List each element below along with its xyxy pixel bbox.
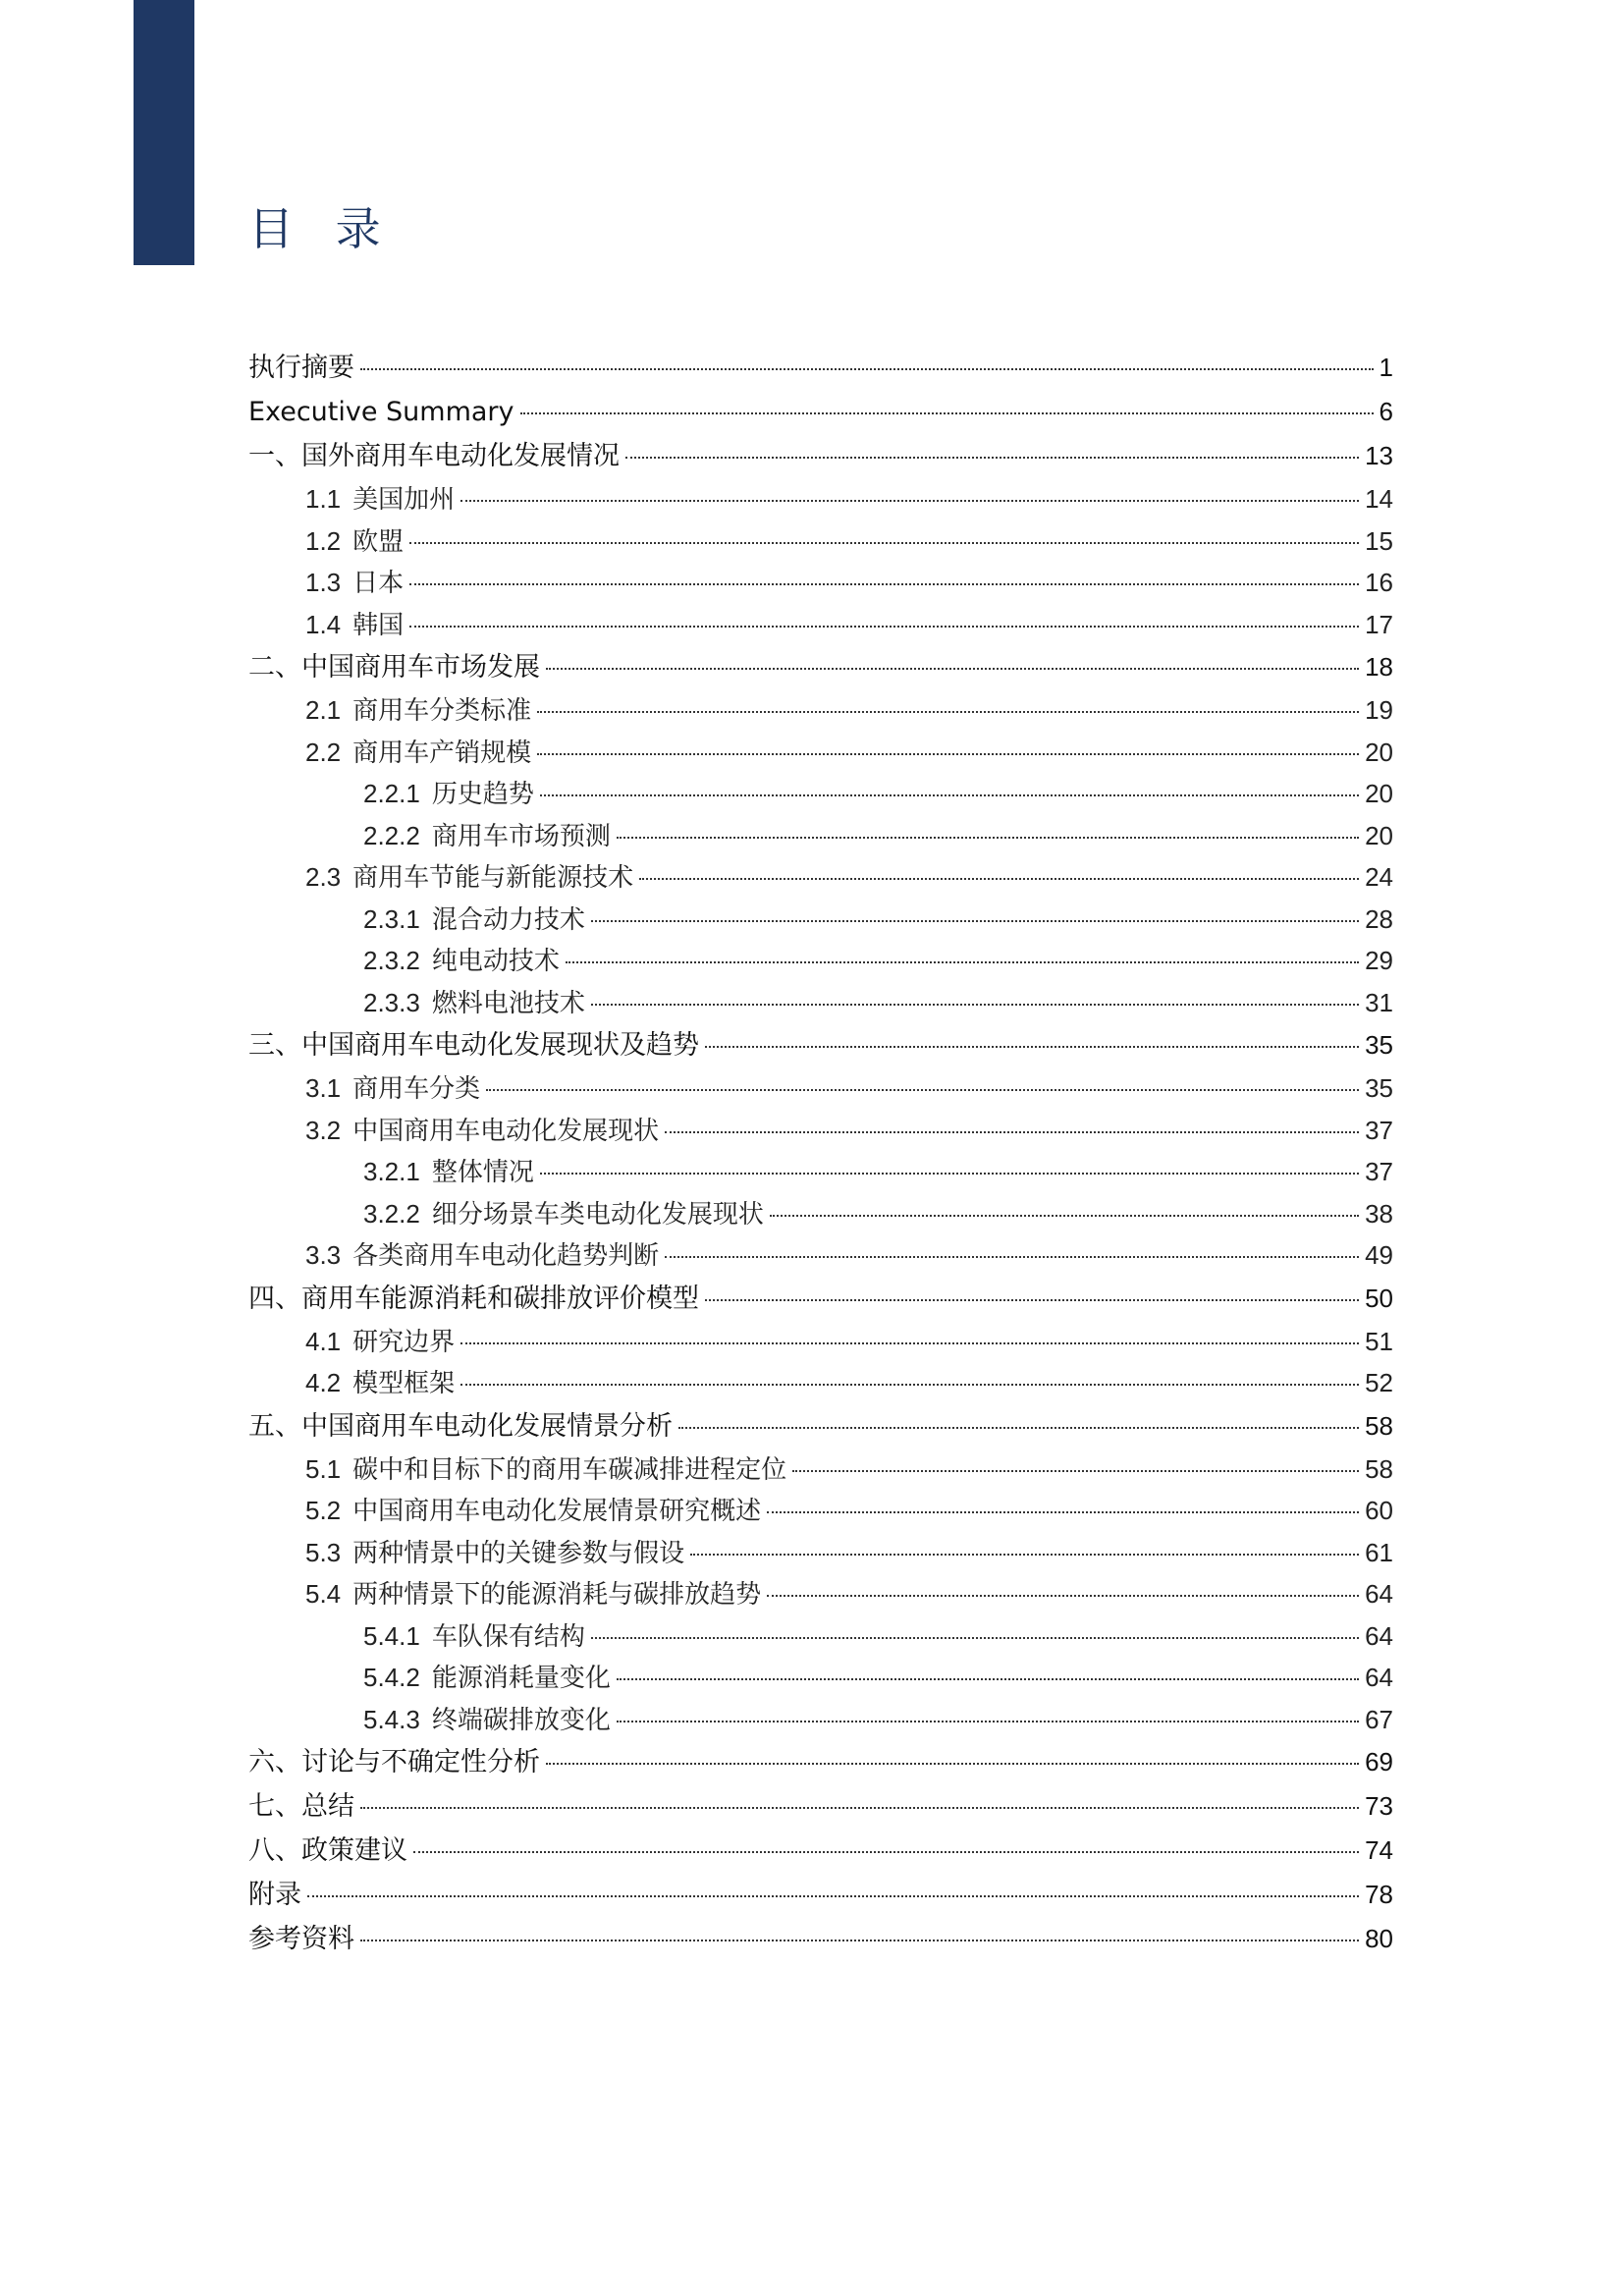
dot-leader	[639, 878, 1359, 880]
toc-entry-page-number: 80	[1365, 1924, 1393, 1953]
toc-entry[interactable]	[248, 1449, 1393, 1491]
toc-entry-page-number: 20	[1365, 737, 1393, 767]
toc-entry[interactable]	[248, 645, 1393, 689]
dot-leader	[360, 1807, 1359, 1809]
dot-leader	[767, 1511, 1359, 1513]
toc-entry-page-number: 20	[1365, 820, 1393, 850]
toc-entry[interactable]	[248, 1917, 1393, 1961]
toc-entry-number: 1.1	[305, 484, 342, 514]
toc-entry[interactable]	[248, 732, 1393, 774]
toc-entry-number: 4.2	[305, 1368, 342, 1397]
toc-entry[interactable]	[248, 1404, 1393, 1449]
toc-entry-page-number: 61	[1365, 1537, 1393, 1567]
toc-entry-page-number: 20	[1365, 779, 1393, 808]
dot-leader	[409, 583, 1359, 585]
toc-entry-label: 模型框架	[352, 1369, 456, 1398]
dot-leader	[591, 1637, 1359, 1639]
toc-entry-number: 2.3.2	[363, 946, 420, 975]
toc-entry-page-number: 13	[1365, 441, 1393, 470]
dot-leader	[770, 1215, 1359, 1217]
dot-leader	[767, 1595, 1359, 1597]
toc-entry-number: 1.2	[305, 525, 342, 556]
toc-entry-label: 商用车分类标准	[352, 696, 532, 726]
toc-entry-page-number: 74	[1365, 1835, 1393, 1865]
toc-entry-page-number: 60	[1365, 1496, 1393, 1525]
toc-entry-page-number: 58	[1365, 1453, 1393, 1484]
toc-entry[interactable]	[248, 1023, 1393, 1067]
toc-entry-number: 3.2.2	[363, 1198, 420, 1229]
decorative-side-bar	[134, 0, 194, 265]
toc-entry-page-number: 50	[1365, 1283, 1393, 1313]
toc-entry-number: 1.3	[305, 568, 342, 597]
toc-entry-page-number: 29	[1365, 946, 1393, 975]
toc-entry-number: 3.3	[305, 1240, 342, 1270]
toc-entry[interactable]	[248, 1321, 1393, 1363]
toc-entry[interactable]	[248, 1193, 1393, 1235]
toc-entry-label: 碳中和目标下的商用车碳减排进程定位	[352, 1454, 787, 1485]
toc-entry[interactable]	[248, 1784, 1393, 1829]
toc-entry-label: 历史趋势	[431, 780, 534, 809]
dot-leader	[307, 1895, 1359, 1897]
toc-entry[interactable]	[248, 520, 1393, 563]
toc-entry-page-number: 37	[1365, 1157, 1393, 1186]
toc-entry-label: 韩国	[352, 610, 405, 640]
toc-entry[interactable]	[248, 1573, 1393, 1615]
toc-entry-number: 5.4	[305, 1579, 342, 1609]
dot-leader	[409, 626, 1359, 628]
dot-leader	[460, 1342, 1359, 1344]
toc-entry-page-number: 15	[1365, 525, 1393, 556]
toc-entry[interactable]	[248, 982, 1393, 1024]
dot-leader	[591, 1004, 1359, 1006]
toc-entry-label: Executive Summary	[248, 397, 514, 427]
toc-entry-page-number: 64	[1365, 1663, 1393, 1692]
toc-entry-label: 中国商用车电动化发展现状	[352, 1116, 660, 1146]
dot-leader	[792, 1470, 1359, 1472]
toc-entry[interactable]	[248, 1151, 1393, 1193]
toc-entry-page-number: 31	[1365, 987, 1393, 1017]
toc-entry-number: 3.2.1	[363, 1157, 420, 1186]
toc-entry-label: 燃料电池技术	[431, 988, 585, 1018]
dot-leader	[617, 837, 1359, 839]
toc-entry-label: 一、国外商用车电动化发展情况	[248, 441, 620, 471]
toc-entry[interactable]	[248, 1490, 1393, 1532]
toc-entry-number: 2.3.1	[363, 903, 420, 934]
toc-entry[interactable]	[248, 390, 1393, 434]
dot-leader	[705, 1299, 1359, 1301]
toc-entry-label: 四、商用车能源消耗和碳排放评价模型	[248, 1283, 699, 1314]
toc-entry-page-number: 18	[1365, 652, 1393, 682]
toc-entry[interactable]	[248, 1829, 1393, 1873]
toc-entry-page-number: 38	[1365, 1198, 1393, 1229]
toc-entry-label: 商用车产销规模	[352, 738, 532, 768]
dot-leader	[625, 457, 1359, 459]
toc-entry-label: 附录	[248, 1880, 301, 1910]
toc-entry[interactable]	[248, 815, 1393, 857]
toc-entry[interactable]	[248, 1699, 1393, 1741]
toc-entry-page-number: 28	[1365, 903, 1393, 934]
toc-entry-label: 商用车分类	[352, 1074, 481, 1104]
toc-entry-number: 5.4.1	[363, 1620, 420, 1651]
toc-entry-label: 纯电动技术	[431, 947, 560, 976]
toc-entry-page-number: 58	[1365, 1410, 1393, 1441]
dot-leader	[537, 711, 1359, 713]
toc-entry-page-number: 69	[1365, 1747, 1393, 1777]
toc-entry[interactable]	[248, 346, 1393, 390]
toc-entry-number: 2.3	[305, 862, 342, 892]
dot-leader	[705, 1046, 1359, 1048]
toc-entry[interactable]	[248, 1110, 1393, 1152]
dot-leader	[486, 1089, 1359, 1091]
toc-entry-page-number: 49	[1365, 1240, 1393, 1270]
dot-leader	[690, 1554, 1359, 1556]
toc-entry[interactable]	[248, 856, 1393, 899]
toc-entry-page-number: 1	[1379, 353, 1393, 382]
toc-entry-page-number: 35	[1365, 1030, 1393, 1060]
toc-entry-page-number: 14	[1365, 484, 1393, 514]
toc-entry-number: 2.3.3	[363, 987, 420, 1017]
toc-entry[interactable]	[248, 1362, 1393, 1404]
toc-entry-label: 细分场景车类电动化发展现状	[431, 1199, 764, 1230]
toc-entry-label: 研究边界	[352, 1327, 456, 1357]
toc-entry[interactable]	[248, 1615, 1393, 1658]
dot-leader	[665, 1256, 1359, 1258]
dot-leader	[566, 961, 1359, 963]
toc-entry-label: 终端碳排放变化	[431, 1705, 611, 1735]
page-title: 目 录	[248, 202, 395, 255]
toc-entry-page-number: 67	[1365, 1704, 1393, 1734]
toc-entry-page-number: 52	[1365, 1368, 1393, 1397]
toc-entry-page-number: 6	[1379, 397, 1393, 426]
table-of-contents	[248, 346, 1393, 1961]
toc-entry-number: 5.3	[305, 1537, 342, 1567]
toc-entry-label: 各类商用车电动化趋势判断	[352, 1241, 660, 1271]
toc-entry-number: 5.1	[305, 1453, 342, 1484]
toc-entry-label: 七、总结	[248, 1791, 354, 1822]
toc-entry-label: 美国加州	[352, 485, 456, 515]
toc-entry[interactable]	[248, 1740, 1393, 1784]
toc-entry-page-number: 51	[1365, 1326, 1393, 1356]
toc-entry-label: 商用车市场预测	[431, 821, 611, 851]
dot-leader	[360, 1940, 1359, 1941]
dot-leader	[540, 1173, 1359, 1175]
toc-entry[interactable]	[248, 562, 1393, 604]
toc-entry[interactable]	[248, 1873, 1393, 1917]
toc-entry-page-number: 17	[1365, 609, 1393, 639]
dot-leader	[546, 1763, 1359, 1765]
toc-entry-page-number: 19	[1365, 695, 1393, 725]
dot-leader	[520, 412, 1374, 414]
toc-entry[interactable]	[248, 434, 1393, 478]
toc-entry[interactable]	[248, 604, 1393, 646]
dot-leader	[546, 668, 1359, 670]
toc-entry[interactable]	[248, 1234, 1393, 1277]
dot-leader	[678, 1427, 1359, 1429]
toc-entry-page-number: 37	[1365, 1115, 1393, 1145]
toc-entry-page-number: 24	[1365, 862, 1393, 892]
toc-entry-number: 5.2	[305, 1496, 342, 1525]
toc-entry-label: 参考资料	[248, 1924, 354, 1954]
toc-entry-label: 三、中国商用车电动化发展现状及趋势	[248, 1030, 699, 1061]
dot-leader	[409, 542, 1359, 544]
toc-entry[interactable]	[248, 1277, 1393, 1321]
toc-entry-label: 执行摘要	[248, 353, 354, 383]
toc-entry[interactable]	[248, 1067, 1393, 1110]
toc-entry-label: 能源消耗量变化	[431, 1664, 611, 1693]
toc-entry[interactable]	[248, 899, 1393, 941]
toc-entry-number: 1.4	[305, 609, 342, 639]
toc-entry-label: 两种情景中的关键参数与假设	[352, 1538, 685, 1568]
toc-entry-page-number: 78	[1365, 1880, 1393, 1909]
dot-leader	[617, 1678, 1359, 1680]
toc-entry-label: 六、讨论与不确定性分析	[248, 1747, 540, 1777]
dot-leader	[460, 1384, 1359, 1386]
toc-entry-page-number: 73	[1365, 1791, 1393, 1821]
toc-entry-label: 五、中国商用车电动化发展情景分析	[248, 1410, 673, 1442]
toc-entry-label: 混合动力技术	[431, 904, 585, 935]
toc-entry-label: 中国商用车电动化发展情景研究概述	[352, 1497, 762, 1526]
dot-leader	[460, 500, 1359, 502]
dot-leader	[537, 753, 1359, 755]
dot-leader	[540, 794, 1359, 796]
toc-entry-number: 5.4.3	[363, 1704, 420, 1734]
toc-entry-number: 5.4.2	[363, 1663, 420, 1692]
toc-entry-label: 二、中国商用车市场发展	[248, 652, 540, 683]
toc-entry-label: 车队保有结构	[431, 1621, 585, 1652]
toc-entry[interactable]	[248, 1657, 1393, 1699]
toc-entry-page-number: 64	[1365, 1620, 1393, 1651]
dot-leader	[665, 1131, 1359, 1133]
toc-entry-page-number: 64	[1365, 1579, 1393, 1609]
toc-entry-label: 两种情景下的能源消耗与碳排放趋势	[352, 1580, 762, 1610]
toc-entry-label: 欧盟	[352, 526, 405, 557]
toc-entry[interactable]	[248, 1532, 1393, 1574]
toc-entry[interactable]	[248, 773, 1393, 815]
toc-entry[interactable]	[248, 689, 1393, 732]
toc-entry[interactable]	[248, 478, 1393, 520]
toc-entry-page-number: 16	[1365, 568, 1393, 597]
dot-leader	[617, 1721, 1359, 1722]
toc-entry[interactable]	[248, 940, 1393, 982]
toc-entry-number: 2.2	[305, 737, 342, 767]
toc-entry-label: 整体情况	[431, 1158, 534, 1187]
dot-leader	[413, 1851, 1359, 1853]
toc-entry-label: 商用车节能与新能源技术	[352, 863, 634, 893]
toc-entry-number: 2.2.2	[363, 820, 420, 850]
dot-leader	[591, 920, 1359, 922]
toc-entry-number: 3.1	[305, 1073, 342, 1103]
dot-leader	[360, 368, 1374, 370]
toc-entry-label: 日本	[352, 569, 405, 598]
toc-entry-number: 2.1	[305, 695, 342, 725]
toc-entry-number: 3.2	[305, 1115, 342, 1145]
toc-entry-number: 2.2.1	[363, 779, 420, 808]
toc-entry-label: 八、政策建议	[248, 1835, 407, 1866]
toc-entry-number: 4.1	[305, 1326, 342, 1356]
toc-entry-page-number: 35	[1365, 1073, 1393, 1103]
